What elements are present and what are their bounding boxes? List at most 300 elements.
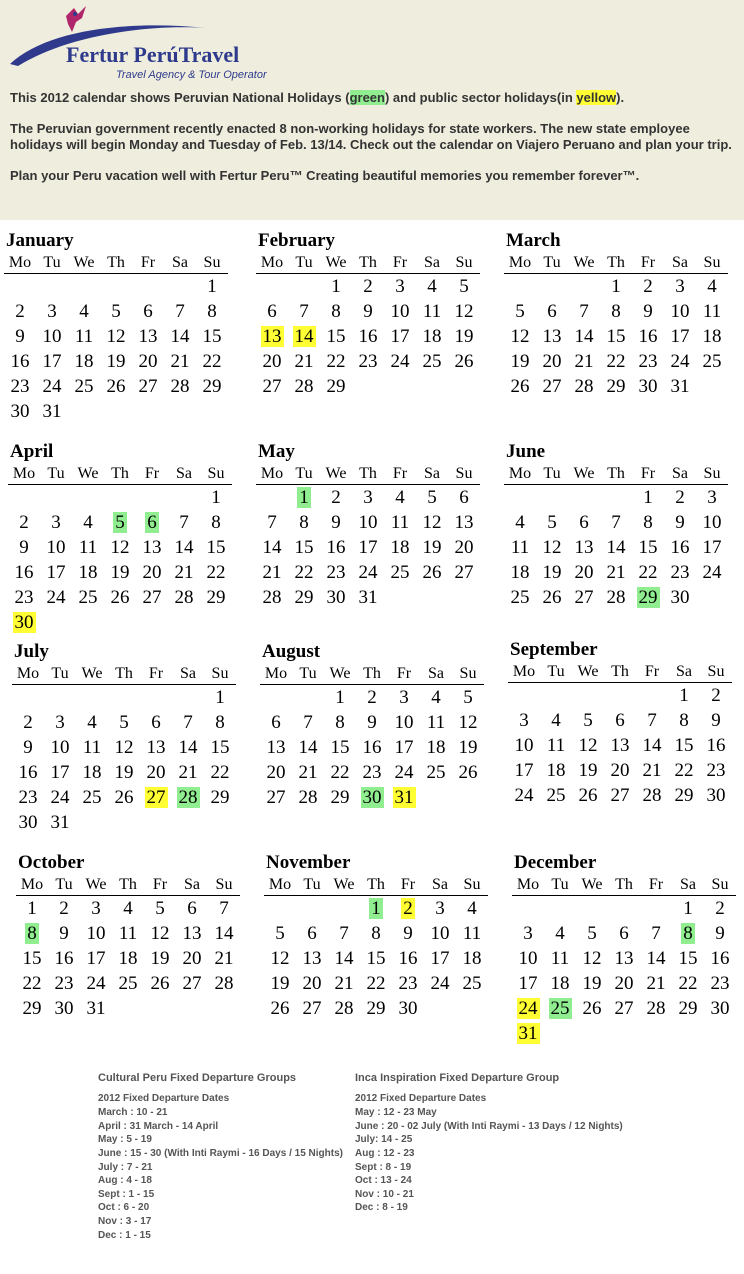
- weekday-header: Fr: [636, 662, 668, 683]
- month-name: September: [510, 639, 598, 660]
- departure-title: Cultural Peru Fixed Departure Groups: [98, 1072, 297, 1084]
- day-number: 13: [542, 326, 562, 347]
- day-cell: [416, 349, 448, 374]
- holiday-day-cell: [288, 324, 320, 349]
- weekday-header: Fr: [144, 875, 176, 896]
- day-number: 13: [266, 737, 286, 758]
- day-number: 20: [614, 973, 634, 994]
- day-cell: [572, 758, 604, 783]
- day-number: 23: [710, 973, 730, 994]
- day-number: 26: [582, 998, 602, 1019]
- day-cell: [388, 710, 420, 735]
- day-number: 15: [678, 948, 698, 969]
- day-number: 11: [74, 326, 94, 347]
- weekday-header: Th: [108, 664, 140, 685]
- holiday-day-cell: [512, 996, 544, 1021]
- day-number: 6: [147, 512, 157, 533]
- day-cell: [672, 896, 704, 921]
- day-number: 26: [454, 351, 474, 372]
- month-may: [256, 441, 480, 610]
- departure-item: June : 20 - 02 July (With Inti Raymi - 13 Days / 12 Nights): [355, 1120, 623, 1132]
- weekday-header: Sa: [668, 662, 700, 683]
- day-number: 21: [298, 762, 318, 783]
- day-cell: [672, 946, 704, 971]
- day-number: 4: [515, 512, 525, 533]
- day-cell: [600, 585, 632, 610]
- day-cell: [352, 274, 384, 299]
- day-cell: [164, 349, 196, 374]
- month-september: [508, 639, 732, 808]
- day-cell: [68, 374, 100, 399]
- day-cell: [40, 535, 72, 560]
- day-cell: [324, 685, 356, 710]
- day-cell: [696, 560, 728, 585]
- month-grid: [8, 464, 232, 635]
- day-number: 27: [302, 998, 322, 1019]
- day-number: 10: [514, 735, 534, 756]
- day-cell: [200, 485, 232, 510]
- day-number: 9: [363, 301, 373, 322]
- day-cell: [12, 785, 44, 810]
- day-cell: [508, 758, 540, 783]
- day-cell: [360, 996, 392, 1021]
- day-cell: [508, 733, 540, 758]
- month-grid: [256, 253, 480, 399]
- day-cell: [16, 946, 48, 971]
- day-cell: [16, 996, 48, 1021]
- day-cell: [352, 324, 384, 349]
- day-number: 6: [615, 710, 625, 731]
- day-cell: [536, 324, 568, 349]
- day-cell: [288, 560, 320, 585]
- day-cell: [704, 921, 736, 946]
- day-cell: [668, 733, 700, 758]
- day-cell: [536, 374, 568, 399]
- day-cell: [704, 896, 736, 921]
- day-number: 1: [683, 898, 693, 919]
- day-cell: [504, 299, 536, 324]
- day-cell: [664, 324, 696, 349]
- day-cell: [112, 896, 144, 921]
- departure-item: Sept : 1 - 15: [98, 1188, 155, 1200]
- weekday-header: Su: [448, 253, 480, 274]
- day-cell: [164, 324, 196, 349]
- day-cell: [44, 785, 76, 810]
- day-number: 11: [78, 537, 98, 558]
- weekday-header: Tu: [40, 464, 72, 485]
- day-number: 8: [299, 512, 309, 533]
- empty-day-cell: [108, 685, 140, 710]
- day-cell: [256, 374, 288, 399]
- holiday-day-cell: [16, 921, 48, 946]
- day-cell: [568, 324, 600, 349]
- day-number: 13: [146, 737, 166, 758]
- day-number: 28: [294, 376, 314, 397]
- day-cell: [292, 710, 324, 735]
- empty-day-cell: [8, 485, 40, 510]
- day-cell: [256, 585, 288, 610]
- day-cell: [632, 299, 664, 324]
- holiday-day-cell: [632, 585, 664, 610]
- day-number: 19: [582, 973, 602, 994]
- day-number: 16: [398, 948, 418, 969]
- day-cell: [672, 971, 704, 996]
- day-cell: [448, 485, 480, 510]
- day-cell: [632, 324, 664, 349]
- day-number: 1: [27, 898, 37, 919]
- weekday-header: Th: [600, 464, 632, 485]
- day-number: 8: [371, 923, 381, 944]
- day-cell: [168, 585, 200, 610]
- weekday-header: Mo: [260, 664, 292, 685]
- day-cell: [320, 485, 352, 510]
- day-number: 27: [182, 973, 202, 994]
- empty-day-cell: [640, 896, 672, 921]
- day-cell: [176, 946, 208, 971]
- day-cell: [456, 971, 488, 996]
- day-number: 17: [42, 351, 62, 372]
- day-number: 31: [42, 401, 62, 422]
- day-number: 12: [150, 923, 170, 944]
- day-cell: [200, 585, 232, 610]
- day-cell: [456, 896, 488, 921]
- day-number: 19: [542, 562, 562, 583]
- day-number: 6: [143, 301, 153, 322]
- day-cell: [696, 299, 728, 324]
- day-cell: [392, 971, 424, 996]
- day-number: 12: [458, 712, 478, 733]
- day-cell: [256, 299, 288, 324]
- day-number: 21: [606, 562, 626, 583]
- day-cell: [388, 760, 420, 785]
- day-number: 14: [606, 537, 626, 558]
- day-cell: [144, 921, 176, 946]
- day-cell: [452, 710, 484, 735]
- day-cell: [76, 735, 108, 760]
- day-number: 1: [215, 687, 225, 708]
- weekday-header: Sa: [664, 464, 696, 485]
- day-cell: [76, 710, 108, 735]
- day-number: 29: [326, 376, 346, 397]
- day-cell: [320, 585, 352, 610]
- day-number: 9: [19, 537, 29, 558]
- day-cell: [536, 349, 568, 374]
- day-number: 27: [146, 787, 166, 808]
- day-cell: [384, 324, 416, 349]
- day-cell: [112, 971, 144, 996]
- month-name: November: [266, 852, 351, 873]
- day-number: 20: [182, 948, 202, 969]
- day-cell: [356, 710, 388, 735]
- empty-day-cell: [44, 685, 76, 710]
- day-number: 27: [574, 587, 594, 608]
- day-number: 4: [83, 512, 93, 533]
- day-cell: [108, 735, 140, 760]
- weekday-header: Sa: [424, 875, 456, 896]
- departure-item: June : 15 - 30 (With Inti Raymi - 16 Days / 15 Nights): [98, 1147, 343, 1159]
- month-grid: [504, 253, 728, 399]
- day-cell: [392, 921, 424, 946]
- weekday-header: Sa: [664, 253, 696, 274]
- empty-day-cell: [4, 274, 36, 299]
- day-cell: [672, 996, 704, 1021]
- empty-day-cell: [292, 685, 324, 710]
- day-cell: [48, 921, 80, 946]
- day-number: 5: [547, 512, 557, 533]
- day-number: 28: [262, 587, 282, 608]
- weekday-header: Tu: [536, 464, 568, 485]
- day-number: 15: [330, 737, 350, 758]
- month-grid: [256, 464, 480, 610]
- day-number: 19: [110, 562, 130, 583]
- weekday-header: We: [328, 875, 360, 896]
- day-number: 7: [299, 301, 309, 322]
- day-cell: [204, 710, 236, 735]
- day-cell: [608, 946, 640, 971]
- day-number: 2: [675, 487, 685, 508]
- day-number: 13: [614, 948, 634, 969]
- departure-item: March : 10 - 21: [98, 1107, 168, 1119]
- day-number: 22: [294, 562, 314, 583]
- day-cell: [164, 299, 196, 324]
- day-number: 21: [334, 973, 354, 994]
- day-cell: [416, 535, 448, 560]
- day-number: 6: [459, 487, 469, 508]
- empty-day-cell: [504, 485, 536, 510]
- day-cell: [132, 374, 164, 399]
- day-cell: [256, 560, 288, 585]
- day-number: 10: [670, 301, 690, 322]
- weekday-header: Mo: [508, 662, 540, 683]
- day-cell: [48, 896, 80, 921]
- month-name: October: [18, 852, 85, 873]
- day-number: 7: [183, 712, 193, 733]
- day-cell: [636, 733, 668, 758]
- day-number: 20: [302, 973, 322, 994]
- day-cell: [384, 560, 416, 585]
- logo-tagline: Travel Agency & Tour Operator: [116, 69, 267, 81]
- day-cell: [320, 274, 352, 299]
- day-number: 1: [679, 685, 689, 706]
- day-cell: [640, 946, 672, 971]
- day-number: 10: [430, 923, 450, 944]
- departure-item: Sept : 8 - 19: [355, 1161, 412, 1173]
- day-number: 14: [574, 326, 594, 347]
- day-cell: [112, 946, 144, 971]
- day-number: 29: [210, 787, 230, 808]
- weekday-header: Tu: [296, 875, 328, 896]
- weekday-header: Fr: [640, 875, 672, 896]
- day-number: 15: [22, 948, 42, 969]
- day-cell: [608, 996, 640, 1021]
- day-number: 27: [138, 376, 158, 397]
- day-cell: [196, 274, 228, 299]
- day-number: 5: [119, 712, 129, 733]
- day-cell: [352, 349, 384, 374]
- weekday-header: We: [576, 875, 608, 896]
- weekday-header: Fr: [632, 253, 664, 274]
- day-number: 26: [110, 587, 130, 608]
- day-cell: [168, 510, 200, 535]
- departure-subtitle: 2012 Fixed Departure Dates: [98, 1092, 230, 1104]
- day-number: 20: [146, 762, 166, 783]
- day-cell: [4, 374, 36, 399]
- day-cell: [8, 535, 40, 560]
- fertur-logo: [6, 2, 306, 86]
- day-cell: [256, 510, 288, 535]
- day-cell: [104, 585, 136, 610]
- day-number: 16: [358, 326, 378, 347]
- day-cell: [288, 349, 320, 374]
- departure-list: [98, 1106, 343, 1242]
- day-number: 6: [187, 898, 197, 919]
- day-number: 21: [214, 948, 234, 969]
- month-name: December: [514, 852, 597, 873]
- day-cell: [320, 535, 352, 560]
- empty-day-cell: [536, 485, 568, 510]
- day-number: 24: [50, 787, 70, 808]
- weekday-header: Su: [704, 875, 736, 896]
- weekday-header: Tu: [536, 253, 568, 274]
- empty-day-cell: [288, 274, 320, 299]
- day-number: 21: [174, 562, 194, 583]
- day-number: 15: [210, 737, 230, 758]
- weekday-header: Th: [100, 253, 132, 274]
- day-cell: [80, 896, 112, 921]
- day-number: 8: [611, 301, 621, 322]
- weekday-header: Tu: [288, 464, 320, 485]
- empty-day-cell: [636, 683, 668, 708]
- day-number: 30: [398, 998, 418, 1019]
- day-cell: [196, 349, 228, 374]
- day-number: 9: [715, 923, 725, 944]
- day-number: 6: [547, 301, 557, 322]
- day-number: 25: [78, 587, 98, 608]
- day-number: 26: [270, 998, 290, 1019]
- weekday-header: Su: [448, 464, 480, 485]
- weekday-header: Fr: [384, 253, 416, 274]
- day-cell: [172, 735, 204, 760]
- weekday-header: We: [324, 664, 356, 685]
- day-number: 19: [106, 351, 126, 372]
- day-number: 26: [106, 376, 126, 397]
- day-number: 16: [18, 762, 38, 783]
- day-number: 17: [394, 737, 414, 758]
- day-number: 26: [510, 376, 530, 397]
- green-highlight: green: [349, 90, 385, 105]
- day-cell: [4, 399, 36, 424]
- day-number: 14: [262, 537, 282, 558]
- day-cell: [4, 349, 36, 374]
- day-cell: [700, 783, 732, 808]
- day-cell: [68, 324, 100, 349]
- day-number: 2: [367, 687, 377, 708]
- month-name: February: [258, 230, 336, 251]
- day-cell: [420, 735, 452, 760]
- day-cell: [200, 535, 232, 560]
- day-number: 21: [262, 562, 282, 583]
- day-cell: [600, 560, 632, 585]
- day-number: 27: [266, 787, 286, 808]
- day-cell: [132, 324, 164, 349]
- weekday-header: Mo: [504, 253, 536, 274]
- day-cell: [176, 971, 208, 996]
- day-number: 23: [10, 376, 30, 397]
- day-number: 25: [550, 998, 570, 1019]
- month-august: [260, 641, 484, 810]
- day-number: 13: [182, 923, 202, 944]
- day-cell: [664, 299, 696, 324]
- day-cell: [700, 683, 732, 708]
- empty-day-cell: [604, 683, 636, 708]
- day-cell: [576, 996, 608, 1021]
- day-cell: [204, 760, 236, 785]
- day-number: 30: [54, 998, 74, 1019]
- day-cell: [292, 760, 324, 785]
- day-number: 14: [642, 735, 662, 756]
- day-cell: [68, 299, 100, 324]
- day-cell: [356, 735, 388, 760]
- day-number: 1: [207, 276, 217, 297]
- day-number: 30: [14, 612, 34, 633]
- weekday-header: Th: [112, 875, 144, 896]
- day-number: 23: [14, 587, 34, 608]
- day-cell: [296, 996, 328, 1021]
- weekday-header: Sa: [164, 253, 196, 274]
- day-number: 2: [59, 898, 69, 919]
- day-number: 24: [518, 998, 538, 1019]
- day-number: 15: [674, 735, 694, 756]
- day-number: 13: [574, 537, 594, 558]
- day-cell: [196, 299, 228, 324]
- day-cell: [384, 510, 416, 535]
- day-cell: [452, 760, 484, 785]
- day-cell: [504, 349, 536, 374]
- empty-day-cell: [568, 274, 600, 299]
- departure-item: Oct : 6 - 20: [98, 1202, 150, 1214]
- day-number: 20: [610, 760, 630, 781]
- month-november: [264, 852, 488, 1021]
- day-cell: [512, 946, 544, 971]
- day-number: 7: [579, 301, 589, 322]
- empty-day-cell: [540, 683, 572, 708]
- day-number: 14: [214, 923, 234, 944]
- day-number: 21: [646, 973, 666, 994]
- empty-day-cell: [544, 896, 576, 921]
- weekday-header: Sa: [172, 664, 204, 685]
- day-number: 18: [78, 562, 98, 583]
- day-number: 21: [170, 351, 190, 372]
- day-number: 25: [390, 562, 410, 583]
- day-cell: [168, 535, 200, 560]
- day-number: 10: [394, 712, 414, 733]
- weekday-header: Mo: [4, 253, 36, 274]
- day-cell: [668, 708, 700, 733]
- day-cell: [100, 299, 132, 324]
- day-number: 17: [46, 562, 66, 583]
- day-number: 15: [294, 537, 314, 558]
- header-banner: [0, 0, 744, 220]
- day-cell: [388, 685, 420, 710]
- day-cell: [420, 685, 452, 710]
- day-number: 18: [462, 948, 482, 969]
- day-number: 16: [14, 562, 34, 583]
- day-cell: [632, 274, 664, 299]
- holiday-day-cell: [256, 324, 288, 349]
- day-number: 22: [210, 762, 230, 783]
- departure-item: May : 5 - 19: [98, 1134, 152, 1146]
- day-cell: [544, 946, 576, 971]
